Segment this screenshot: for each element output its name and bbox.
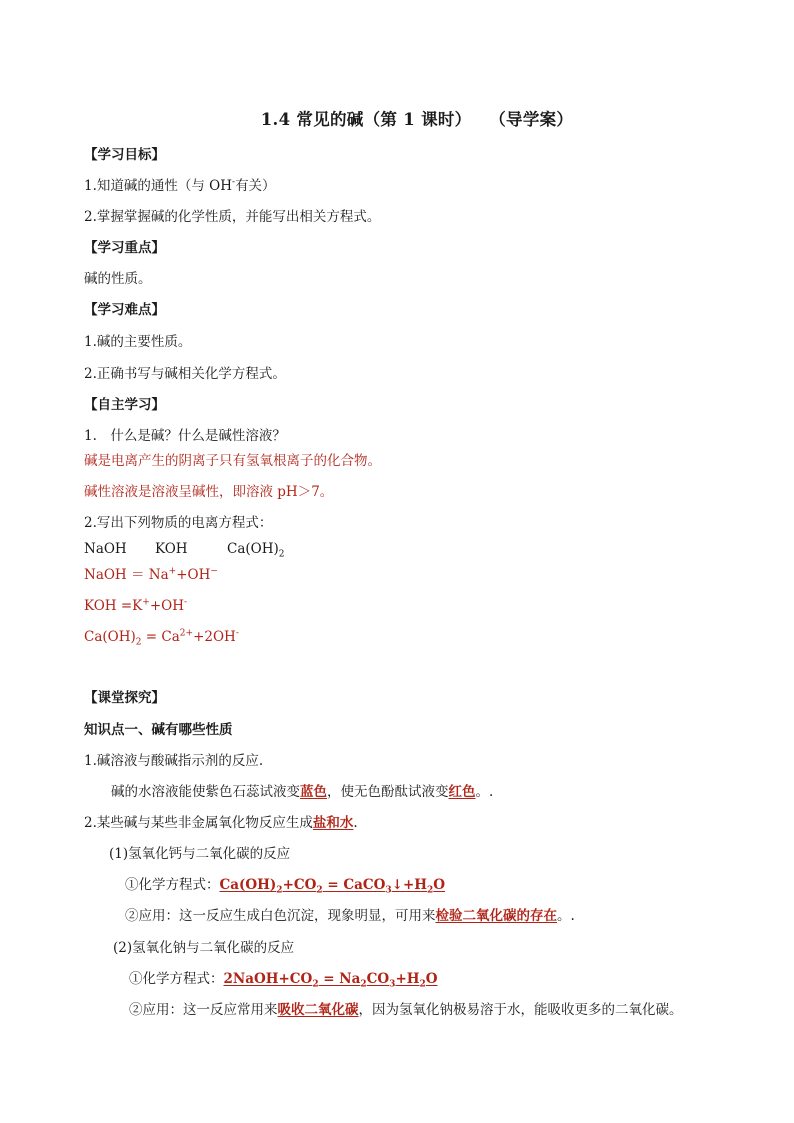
title-sub: （导学案） (497, 110, 574, 129)
answer-red: 红色 (448, 784, 476, 800)
difficulty-item-1: 1.碱的主要性质。 (84, 334, 192, 350)
answer-alkaline-solution: 碱性溶液是溶液呈碱性，即溶液 pH＞7。 (84, 484, 334, 500)
equation-koh: KOH =K++OH- (84, 597, 188, 614)
answer-base-definition: 碱是电离产生的阴离子只有氢氧根离子的化合物。 (84, 453, 381, 469)
answer-blue: 蓝色 (300, 784, 327, 800)
section-2-title: 2.某些碱与某些非金属氧化物反应生成盐和水. (84, 815, 358, 831)
section-1-text: 碱的水溶液能使紫色石蕊试液变蓝色，使无色酚酞试液变红色。. (111, 784, 494, 800)
difficulty-item-2: 2.正确书写与碱相关化学方程式。 (84, 366, 286, 382)
objective-item-1: 1.知道碱的通性（与 OH-有关） (84, 177, 276, 194)
objective-item-2: 2.掌握掌握碱的化学性质，并能写出相关方程式。 (84, 209, 381, 225)
knowledge-point-1: 知识点一、碱有哪些性质 (84, 722, 233, 738)
equation-naoh: NaOH ＝ Na++OH− (84, 566, 218, 583)
self-study-heading: 【自主学习】 (84, 397, 165, 413)
answer-detect-co2: 检验二氧化碳的存在 (435, 908, 557, 924)
objectives-heading: 【学习目标】 (84, 147, 165, 163)
substance-koh: KOH (155, 541, 188, 557)
self-study-question-2: 2.写出下列物质的电离方程式： (84, 515, 273, 531)
title-main: 1.4 常见的碱（第 1 课时） (260, 110, 472, 129)
difficulties-heading: 【学习难点】 (84, 302, 165, 318)
equation-naoh-co2: $2NaOH+CO_2 = Na_2CO_3+H_2O$ (223, 971, 438, 990)
section-1-title: 1.碱溶液与酸碱指示剂的反应. (84, 753, 264, 769)
equation-caoh2: $Ca(OH)_2 = Ca^{2+}+2OH^-$ (84, 628, 239, 648)
reaction-1-application: ②应用：这一反应生成白色沉淀，现象明显，可用来检验二氧化碳的存在。. (125, 908, 575, 924)
answer-salt-water: 盐和水 (312, 815, 354, 831)
key-points-text: 碱的性质。 (84, 271, 152, 287)
self-study-question-1: 1. 什么是碱？什么是碱性溶液？ (84, 428, 286, 444)
substance-caoh2: $Ca(OH)_2$ (227, 541, 285, 560)
reaction-2-equation: ①化学方程式：$2NaOH+CO_2 = Na_2CO_3+H_2O$ (129, 971, 438, 990)
answer-absorb-co2: 吸收二氧化碳 (277, 1002, 359, 1018)
reaction-1-title: (1)氢氧化钙与二氧化碳的反应 (109, 846, 291, 862)
substance-naoh: NaOH (84, 541, 127, 557)
reaction-1-equation: ①化学方程式：$Ca(OH)_2+CO_2$ = $CaCO_3↓+H_2O$ (125, 877, 446, 896)
reaction-2-title: (2)氢氧化钠与二氧化碳的反应 (113, 940, 295, 956)
key-points-heading: 【学习重点】 (84, 240, 165, 256)
inquiry-heading: 【课堂探究】 (84, 690, 165, 706)
equation-caoh2-co2: $Ca(OH)_2+CO_2$ = $CaCO_3↓+H_2O$ (219, 877, 446, 896)
page-title (0, 106, 794, 130)
reaction-2-application: ②应用：这一反应常用来吸收二氧化碳，因为氢氧化钠极易溶于水，能吸收更多的二氧化碳。 (129, 1002, 683, 1018)
